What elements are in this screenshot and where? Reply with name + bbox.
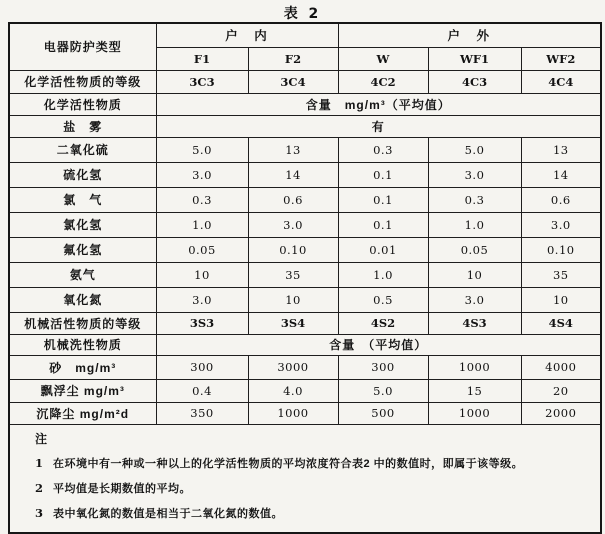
row-label: 硫化氢 [9, 162, 156, 187]
cell-value: 4S3 [428, 312, 521, 334]
row-label: 机械洗性物质 [9, 334, 156, 355]
cell-value: 3000 [248, 355, 338, 379]
cell-value: 4000 [521, 355, 601, 379]
span-cell-content-unit: 含量 mg/m³（平均值） [156, 93, 601, 115]
table-row-hydrogen-chloride [9, 212, 601, 237]
table-row-hydrogen-fluoride [9, 237, 601, 262]
cell-value: 4.0 [248, 379, 338, 402]
cell-value: 13 [521, 137, 601, 162]
column-header-f2: F2 [248, 47, 338, 70]
notes-row [9, 424, 601, 533]
cell-value: 4C3 [428, 70, 521, 93]
row-label: 化学活性物质的等级 [9, 70, 156, 93]
note-item-2 [35, 480, 590, 496]
cell-value: 5.0 [156, 137, 248, 162]
cell-value: 1.0 [428, 212, 521, 237]
notes-title: 注 [35, 431, 48, 446]
cell-value: 0.3 [338, 137, 428, 162]
cell-value: 5.0 [338, 379, 428, 402]
cell-value: 3.0 [156, 287, 248, 312]
cell-value: 0.01 [338, 237, 428, 262]
header-outdoor: 户 外 [338, 23, 601, 47]
cell-value: 1000 [428, 355, 521, 379]
cell-value: 13 [248, 137, 338, 162]
column-header-w: W [338, 47, 428, 70]
note-number: 2 [35, 480, 44, 495]
row-label: 氯化氢 [9, 212, 156, 237]
cell-value: 300 [156, 355, 248, 379]
row-label: 飘浮尘 mg/m³ [9, 379, 156, 402]
table-row-settling-dust [9, 402, 601, 424]
row-label: 盐 雾 [9, 115, 156, 137]
cell-value: 0.1 [338, 187, 428, 212]
row-label: 氟化氢 [9, 237, 156, 262]
cell-value: 1000 [248, 402, 338, 424]
cell-value: 20 [521, 379, 601, 402]
note-text: 平均值是长期数值的平均。 [53, 482, 191, 495]
note-text: 表中氧化氮的数值是相当于二氧化氮的数值。 [53, 507, 283, 520]
cell-value: 350 [156, 402, 248, 424]
cell-value: 0.10 [248, 237, 338, 262]
note-number: 3 [35, 505, 44, 520]
note-item-3 [35, 505, 590, 521]
span-cell-salt-mist: 有 [156, 115, 601, 137]
cell-value: 0.1 [338, 162, 428, 187]
cell-value: 0.4 [156, 379, 248, 402]
cell-value: 3.0 [248, 212, 338, 237]
cell-value: 0.6 [521, 187, 601, 212]
cell-value: 4C4 [521, 70, 601, 93]
table-row-sand [9, 355, 601, 379]
row-label: 化学活性物质 [9, 93, 156, 115]
header-row-location [9, 23, 601, 47]
cell-value: 0.5 [338, 287, 428, 312]
table-row-nitrogen-oxide [9, 287, 601, 312]
row-label: 砂 mg/m³ [9, 355, 156, 379]
row-label: 氯 气 [9, 187, 156, 212]
table-caption: 表 2 [283, 6, 322, 22]
header-corner-label: 电器防护类型 [9, 23, 156, 70]
cell-value: 15 [428, 379, 521, 402]
cell-value: 3.0 [521, 212, 601, 237]
environment-conditions-table [8, 22, 602, 534]
cell-value: 0.1 [338, 212, 428, 237]
cell-value: 3S3 [156, 312, 248, 334]
cell-value: 10 [156, 262, 248, 287]
cell-value: 2000 [521, 402, 601, 424]
cell-value: 3.0 [428, 287, 521, 312]
cell-value: 10 [428, 262, 521, 287]
note-number: 1 [35, 455, 44, 470]
cell-value: 35 [248, 262, 338, 287]
cell-value: 500 [338, 402, 428, 424]
header-indoor: 户 内 [156, 23, 338, 47]
cell-value: 10 [521, 287, 601, 312]
table-row-chlorine [9, 187, 601, 212]
cell-value: 3C4 [248, 70, 338, 93]
row-label: 氨气 [9, 262, 156, 287]
cell-value: 300 [338, 355, 428, 379]
column-header-f1: F1 [156, 47, 248, 70]
cell-value: 1.0 [156, 212, 248, 237]
row-label: 沉降尘 mg/m²d [9, 402, 156, 424]
cell-value: 14 [248, 162, 338, 187]
table-row-mechanical-grade [9, 312, 601, 334]
note-item-1 [35, 455, 590, 471]
cell-value: 3S4 [248, 312, 338, 334]
cell-value: 5.0 [428, 137, 521, 162]
cell-value: 0.05 [428, 237, 521, 262]
column-header-wf2: WF2 [521, 47, 601, 70]
row-label: 机械活性物质的等级 [9, 312, 156, 334]
table-row-salt-mist [9, 115, 601, 137]
table-row-chemical-substance [9, 93, 601, 115]
span-cell-content: 含量 （平均值） [156, 334, 601, 355]
cell-value: 14 [521, 162, 601, 187]
cell-value: 3.0 [156, 162, 248, 187]
cell-value: 1.0 [338, 262, 428, 287]
row-label: 二氧化硫 [9, 137, 156, 162]
cell-value: 0.05 [156, 237, 248, 262]
table-row-chemical-grade [9, 70, 601, 93]
column-header-wf1: WF1 [428, 47, 521, 70]
cell-value: 4S4 [521, 312, 601, 334]
notes-cell [9, 424, 601, 533]
table-row-hydrogen-sulfide [9, 162, 601, 187]
table-row-mechanical-substance [9, 334, 601, 355]
cell-value: 0.10 [521, 237, 601, 262]
cell-value: 0.6 [248, 187, 338, 212]
cell-value: 35 [521, 262, 601, 287]
cell-value: 3C3 [156, 70, 248, 93]
row-label: 氧化氮 [9, 287, 156, 312]
table-row-floating-dust [9, 379, 601, 402]
cell-value: 1000 [428, 402, 521, 424]
note-text: 在环境中有一种或一种以上的化学活性物质的平均浓度符合表2 中的数值时，即属于该等级。 [53, 457, 524, 470]
table-row-ammonia [9, 262, 601, 287]
table-row-sulfur-dioxide [9, 137, 601, 162]
cell-value: 0.3 [156, 187, 248, 212]
cell-value: 3.0 [428, 162, 521, 187]
cell-value: 4C2 [338, 70, 428, 93]
cell-value: 0.3 [428, 187, 521, 212]
cell-value: 4S2 [338, 312, 428, 334]
cell-value: 10 [248, 287, 338, 312]
